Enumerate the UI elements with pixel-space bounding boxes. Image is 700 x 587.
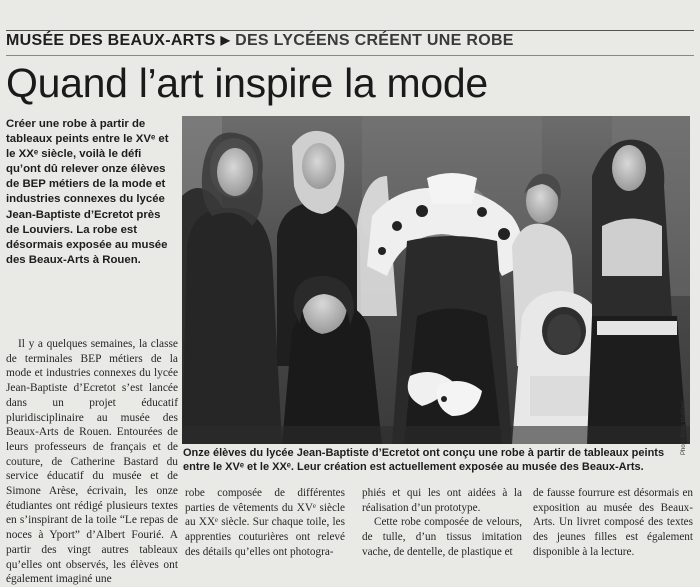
kicker-topic: DES LYCÉENS CRÉENT UNE ROBE xyxy=(235,32,514,49)
top-rule xyxy=(6,30,694,31)
body-text-2: robe composée de différentes parties de vêtements du XVᵉ siècle au XXᵉ siècle. Sur chaque toile, les apprenties couturières ont relevé des détails qu’elles ont photogra- xyxy=(185,487,345,558)
body-text-3a: phiés et qui les ont aidées à la réalisation d’un prototype. xyxy=(362,487,522,514)
photo-illustration xyxy=(182,116,690,444)
lead-text: Créer une robe à partir de tableaux peints entre le XVᵉ et le XXᵉ siècle, voilà le défi qu’ont dû relever onze élèves de BEP métiers de la mode et industries connexes du lycée Jean-Baptiste d’Ecretot près de Louviers. La robe est désormais exposée au musée des Beaux-Arts à Rouen. xyxy=(6,118,169,266)
section-kicker xyxy=(6,32,694,54)
article-lead xyxy=(6,117,176,268)
body-text-4: de fausse fourrure est désormais en exposition au musée des Beaux-Arts. Un livret composé des textes des jeunes filles est également disponible à la lecture. xyxy=(533,487,693,558)
article-photo xyxy=(182,116,690,444)
arrow-right-icon: ▶ xyxy=(220,33,231,47)
body-column-1 xyxy=(6,337,178,587)
body-column-3 xyxy=(362,486,522,560)
body-column-4 xyxy=(533,486,693,560)
article-headline: Quand l’art inspire la mode xyxy=(6,60,488,106)
body-text-3b: Cette robe composée de velours, de tulle, d’un tissus imitation vache, de dentelle, de plastique et xyxy=(362,516,522,558)
credit-text: Photo Boris Maillard xyxy=(681,401,687,455)
kicker-section: MUSÉE DES BEAUX-ARTS xyxy=(6,32,216,49)
body-text-1: Il y a quelques semaines, la classe de terminales BEP métiers de la mode et industries connexes du lycée Jean-Baptiste d’Ecretot s’est lancée dans un projet éducatif pluridisciplinaire au musée des Beaux-Arts de Rouen. Entourées de leurs professeurs de français et de couture, de Catherine Bastard du service éducatif du musée et de Simone Arèse, écrivain, les onze étudiantes ont rédigé plusieurs textes en s’inspirant de la toile “Le repas de noces à Yport” d’Albert Fourié. A partir des vingt autres tableaux qu’elles ont observés, les élèves ont également imaginé une xyxy=(6,338,178,586)
body-column-2 xyxy=(185,486,345,560)
photo-caption: Onze élèves du lycée Jean-Baptiste d’Ecretot ont conçu une robe à partir de tableaux peints entre le XVᵉ et le XXᵉ. Leur création est actuellement exposée au musée des Beaux-Arts. xyxy=(183,447,665,473)
kicker-rule xyxy=(6,55,694,56)
